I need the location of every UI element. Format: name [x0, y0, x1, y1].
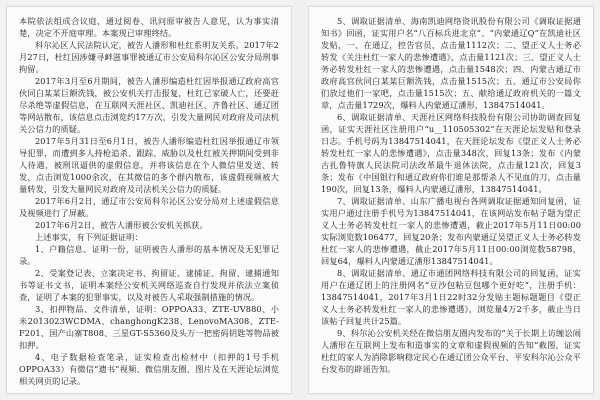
evidence-item: 4、电子数据检查笔录，证实检查出检材中（扣押的1号手机OPPOA33）有微信“遗书”视频、微信朋友圈、图片及在天涯论坛浏览相关网页的记录。	[19, 352, 279, 386]
evidence-item: 6、调取证据清单、天涯社区网络科技股份有限公司协助调查回复函，证实天涯社区注册用户“u__110505302”在天涯论坛发贴和登录日志。手机号码为13847514041，在天涯论坛发布《望正义人士务必转发杜红一家人的悲惨遭遇》，点击量348次，回复13条；发布《内蒙古扎鲁特旗人民法院司法改革最牛退休法院，点击量121次，回复3条；发布《中国银行和通辽政府你们谁是那帮杀人不见血的刀，点击量190次，回复13条，爆料人内蒙通辽潘形，13847514041。	[321, 112, 581, 194]
paragraph: 2017年3月至6月期间，被告人潘形编造杜红因举报通辽政府高官伙同白某某巨额洗钱，被公安机关打击报复，杜红已家破人亡，还要赶尽杀绝等虚假信息，在互联网天涯社区、凯迪社区、齐鲁社区、通辽团等网站散布，该信息点击浏览约17万次，引发大量网民对政府及司法机关公信力的质疑。	[19, 76, 279, 134]
document-page-left	[6, 6, 292, 394]
paragraph: 2017年6月2日，通辽市公安局科尔沁区公安分局对上述虚假信息及视频进行了屏蔽。	[19, 196, 279, 218]
paragraph: 2017年6月2日，被告人潘形被公安机关抓获。	[35, 220, 208, 230]
evidence-item: 7、调取证据清单、山东广播电视台各网调取证据通知回复函，证实用户通过注册手机号为13847514041，在该网站发布帖子题为望正义人士务必转发杜红一家人的悲惨遭遇，截止2017年5月11日00:00实际浏览数106477，回复20条；发布内蒙通辽吴望正义人士务必转发杜红一家人的悲惨遭遇，截止2017年5月11日00:00浏览数58798，回复64，爆料人内蒙通辽潘形13847514041。	[321, 196, 581, 266]
paragraph: 本院依法组成合议庭，通过阅卷、讯问原审被告人意见，认为事实清楚，决定不开庭审理。本案现已审理终结。	[19, 16, 279, 38]
page-gutter	[294, 0, 306, 400]
paragraph: 科尔沁区人民法院认定，被告人潘形和杜红系明友关系。2017年2月27日，杜红因涉嫌寻衅滋事罪被通辽市公安局科尔沁区公安分局刑事拘留。	[19, 40, 279, 74]
document-page-right	[308, 6, 594, 394]
evidence-item: 1、户籍信息、证明一份，证明被告人潘形的基本情况及无犯罪记录。	[19, 244, 279, 266]
evidence-item: 3、扣押物品、文件清单，证明：OPPOA33、ZTE-UV880、小米2013023WCDMA、changhongK238、LenovoMA308、ZTE-F201、国产山寨T808、三星GT-S5360及头万一把密码钥匙等物品被扣押。	[19, 304, 279, 350]
evidence-item: 2、受案登记表、立案决定书、拘留证、逮捕证、拘留、逮捕通知书等证书文书，证明本案经公安机关网络巡查自行发现并依法立案侦查，证明了本案的犯罪事实，以及对被告人采取强制措施的情况。	[19, 268, 279, 302]
evidence-item: 9、科尔沁公安机关经在微信朋友圈内发布的“关于长期上访缠讼闹人潘形在互联网上发布和造事实的文章和虚假视频的告知”截图，证实杜红的家人为消除影响稳定民心在通辽团公众平台、平安科尔沁公众平台发布的辟谣告知。	[321, 328, 581, 374]
paragraph: 上述事实，有下列证据证明：	[35, 232, 143, 242]
paragraph: 2017年5月31日至6月1日，被告人潘形编造杜红因举报通辽市领导犯罪，而遭到多人持枪追杀、跟踪、威胁以及杜红被关押期间受到非人待遇，被刑讯逼供的虚假信息，并将该信息在个人微信里发送、转发，点击浏览1000余次，在其微信的多个群内散布，该虚假视频被大量转发，引发大量网民对政府及司法机关公信力的质疑。	[19, 136, 279, 194]
evidence-item: 8、调取证据清单、通辽市通团网络科技有限公司的回复函，证实用户在通辽团上的注册网名“豆沙包粘豆包哪个更好吃”，注册手机：13847514041，2017年3月1日22时32分发贴主题标题题目《望正义人士务必转发杜红一家人的悲惨遭遇》，浏览量4万2千多，截止当日该帖子回复共计25篇。	[321, 268, 581, 326]
evidence-item: 5、调取证据清单、海南凯迪网络资讯股份有限公司《调取证据通知书》回函，证实用户名“八百标兵进北京”、“内蒙通辽Q”在凯迪社区发贴，一、在通辽，控告官员，点击量1112次；二、望正义人士务必转发《关注杜红一家人的悲惨遭遇》，点击量1121次；三、望正义人士务必转发杜红一家人的悲惨遭遇，点击量1548次；四、内蒙古通辽市政府高官伙同白某某巨额洗钱，点击量1515次；五、通辽市公安局你们放过他们一家吧，点击量1515次；五、献给通辽政府机关的一篇文章，点击量1729次，爆料人内蒙通辽潘形，13847514041。	[321, 16, 581, 110]
